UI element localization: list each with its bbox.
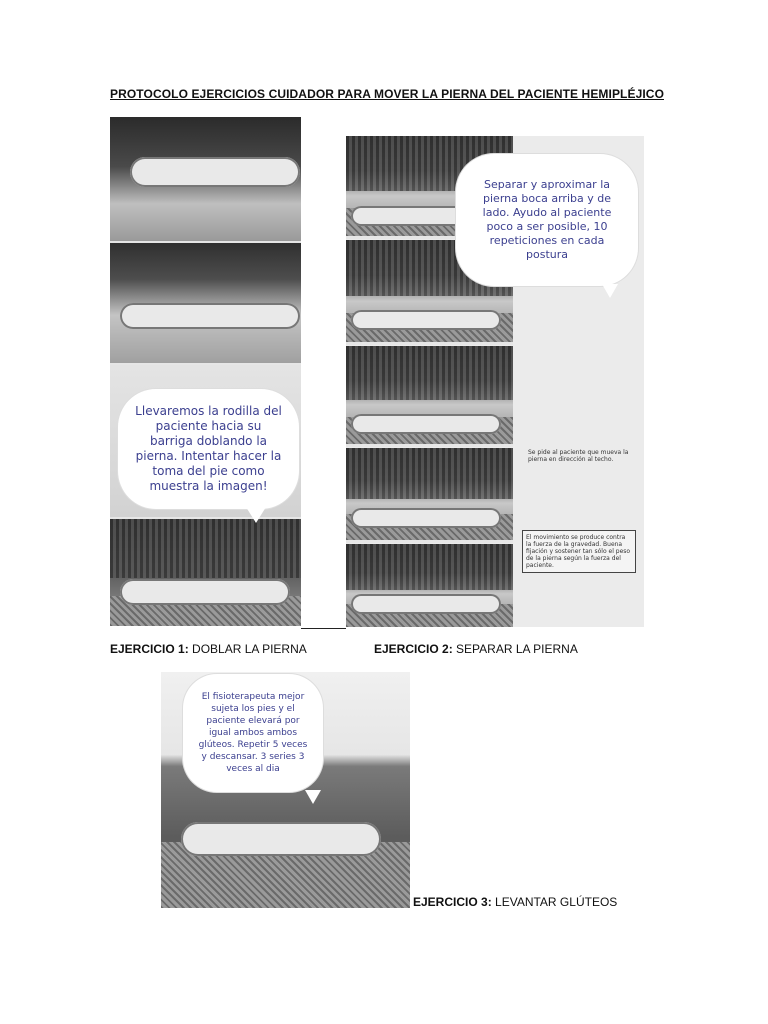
exercise-1-caption-text: DOBLAR LA PIERNA (192, 642, 307, 656)
exercise-1-bubble-text: Llevaremos la rodilla del paciente hacia su barriga doblando la pierna. Intentar hacer la toma del pie como muestra la imagen! (135, 404, 282, 493)
exercise-2-panel-3 (346, 346, 513, 447)
exercise-1-panel-4 (110, 519, 301, 626)
exercise-1-underline (301, 628, 346, 629)
exercise-1-panel-2 (110, 243, 301, 366)
exercise-1-caption-label: EJERCICIO 1: (110, 642, 189, 656)
exercise-2-caption (374, 642, 578, 656)
exercise-2-side-note: Se pide al paciente que mueva la pierna en dirección al techo. (528, 449, 629, 463)
exercise-2-panel-4 (346, 448, 513, 543)
exercise-2-panel-5 (346, 544, 513, 627)
exercise-2-photo (346, 136, 644, 627)
exercise-2-note-box: El movimiento se produce contra la fuerza de la gravedad. Buena fijación y sostener tan sólo el peso de la pierna según la fuerza del paciente. (522, 530, 636, 573)
document-title: PROTOCOLO EJERCICIOS CUIDADOR PARA MOVER LA PIERNA DEL PACIENTE HEMIPLÉJICO (110, 87, 664, 101)
exercise-1-speech-bubble (118, 389, 299, 509)
exercise-3-speech-bubble (183, 674, 323, 792)
exercise-3-photo (161, 672, 410, 908)
exercise-2-caption-text: SEPARAR LA PIERNA (456, 642, 578, 656)
exercise-1-photo (110, 117, 301, 626)
exercise-3-bubble-text: El fisioterapeuta mejor sujeta los pies y el paciente elevará por igual ambos ambos glúteos. Repetir 5 veces y descansar. 3 series 3 veces al dia (198, 692, 308, 774)
exercise-2-speech-bubble (456, 154, 638, 286)
exercise-2-bubble-text: Separar y aproximar la pierna boca arriba y de lado. Ayudo al paciente poco a ser posible, 10 repeticiones en cada postura (482, 178, 612, 261)
exercise-3-caption (413, 895, 617, 909)
exercise-3-caption-label: EJERCICIO 3: (413, 895, 492, 909)
exercise-1-caption (110, 642, 307, 656)
exercise-3-caption-text: LEVANTAR GLÚTEOS (495, 895, 618, 909)
exercise-2-caption-label: EJERCICIO 2: (374, 642, 453, 656)
exercise-1-panel-1 (110, 117, 301, 244)
